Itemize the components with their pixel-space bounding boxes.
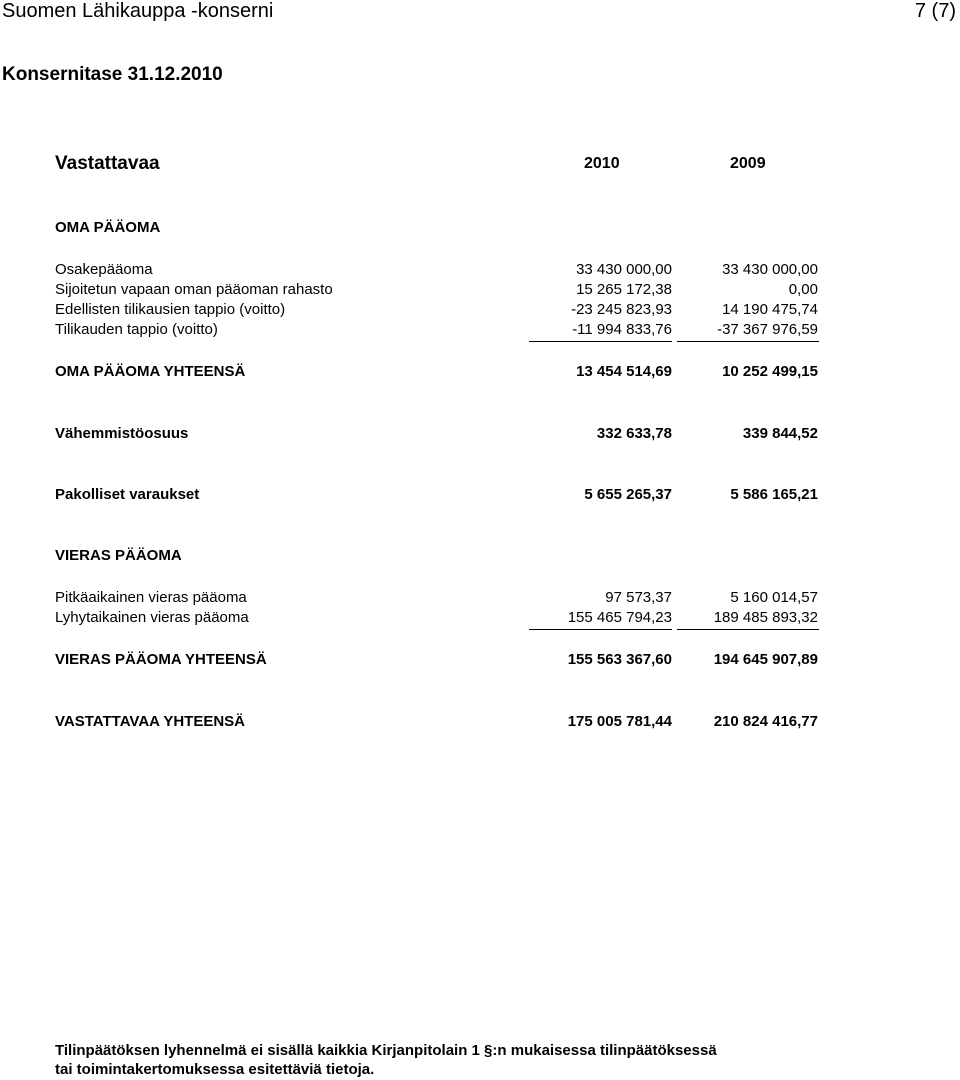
footnote-line-2: tai toimintakertomuksessa esitettäviä tietoja. bbox=[55, 1061, 375, 1078]
row-label: VIERAS PÄÄOMA YHTEENSÄ bbox=[55, 651, 267, 668]
table-row bbox=[0, 300, 960, 320]
subtotal-underline bbox=[529, 629, 672, 630]
value-2010: 13 454 514,69 bbox=[576, 363, 672, 380]
value-2009: 5 160 014,57 bbox=[730, 589, 818, 606]
row-label: Pitkäaikainen vieras pääoma bbox=[55, 589, 247, 606]
table-row bbox=[0, 320, 960, 340]
year-header-2009: 2009 bbox=[730, 155, 766, 172]
table-row bbox=[0, 588, 960, 608]
subtotal-underline bbox=[677, 341, 819, 342]
minority-row bbox=[0, 424, 960, 444]
value-2009: -37 367 976,59 bbox=[717, 321, 818, 338]
table-row bbox=[0, 260, 960, 280]
value-2010: 332 633,78 bbox=[596, 425, 672, 442]
value-2010: -23 245 823,93 bbox=[571, 301, 672, 318]
table-row bbox=[0, 280, 960, 300]
subtotal-underline bbox=[529, 341, 672, 342]
value-2009: 33 430 000,00 bbox=[722, 261, 818, 278]
row-label: Osakepääoma bbox=[55, 261, 153, 278]
value-2009: 0,00 bbox=[788, 281, 818, 298]
row-label: Edellisten tilikausien tappio (voitto) bbox=[55, 301, 286, 318]
provisions-row bbox=[0, 485, 960, 505]
value-2010: 155 563 367,60 bbox=[567, 651, 672, 668]
value-2010: 5 655 265,37 bbox=[584, 486, 672, 503]
row-label: Tilikauden tappio (voitto) bbox=[55, 321, 218, 338]
value-2009: 194 645 907,89 bbox=[713, 651, 818, 668]
value-2009: 5 586 165,21 bbox=[730, 486, 818, 503]
value-2010: 175 005 781,44 bbox=[567, 713, 672, 730]
row-label: VASTATTAVAA YHTEENSÄ bbox=[55, 713, 246, 730]
value-2009: 210 824 416,77 bbox=[713, 713, 818, 730]
value-2009: 339 844,52 bbox=[742, 425, 818, 442]
value-2009: 14 190 475,74 bbox=[722, 301, 818, 318]
company-name: Suomen Lähikauppa -konserni bbox=[2, 0, 274, 22]
grand-total-row bbox=[0, 712, 960, 732]
value-2010: 155 465 794,23 bbox=[567, 609, 672, 626]
liabilities-heading: VIERAS PÄÄOMA bbox=[55, 547, 182, 564]
value-2010: 33 430 000,00 bbox=[576, 261, 672, 278]
table-row bbox=[0, 608, 960, 628]
row-label: Pakolliset varaukset bbox=[55, 486, 200, 503]
value-2009: 10 252 499,15 bbox=[722, 363, 818, 380]
section-title: Vastattavaa bbox=[55, 153, 160, 174]
equity-heading: OMA PÄÄOMA bbox=[55, 219, 161, 236]
row-label: Sijoitetun vapaan oman pääoman rahasto bbox=[55, 281, 333, 298]
subtotal-underline bbox=[677, 629, 819, 630]
row-label: Vähemmistöosuus bbox=[55, 425, 189, 442]
value-2010: 97 573,37 bbox=[605, 589, 672, 606]
equity-total-row bbox=[0, 362, 960, 382]
row-label: Lyhytaikainen vieras pääoma bbox=[55, 609, 249, 626]
value-2010: -11 994 833,76 bbox=[572, 321, 672, 338]
liabilities-total-row bbox=[0, 650, 960, 670]
document-title: Konsernitase 31.12.2010 bbox=[2, 64, 223, 85]
page-number: 7 (7) bbox=[914, 0, 956, 22]
year-header-2010: 2010 bbox=[584, 155, 620, 172]
footnote-line-1: Tilinpäätöksen lyhennelmä ei sisällä kaikkia Kirjanpitolain 1 §:n mukaisessa tilinpäätöksessä bbox=[55, 1042, 717, 1059]
row-label: OMA PÄÄOMA YHTEENSÄ bbox=[55, 363, 246, 380]
value-2009: 189 485 893,32 bbox=[713, 609, 818, 626]
value-2010: 15 265 172,38 bbox=[576, 281, 672, 298]
